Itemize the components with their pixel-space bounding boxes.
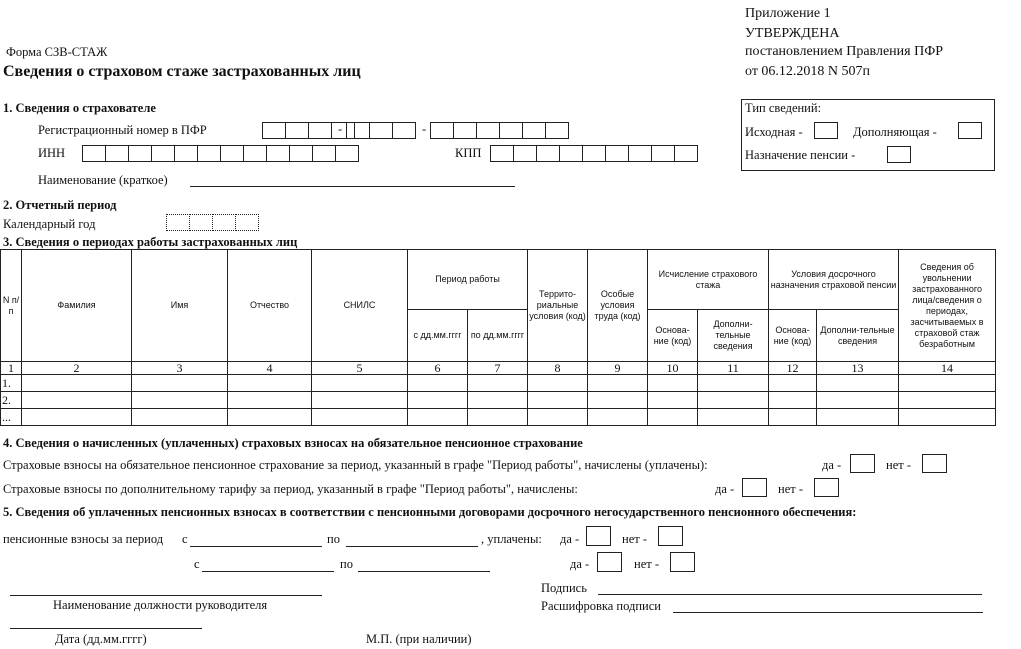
- s5-to-label-2: по: [340, 557, 353, 571]
- col-header-dismissal: Сведения об увольнении застрахованного лица/сведения о периодах, засчитываемых в страховой стаж безработным: [899, 250, 996, 362]
- section2-title: 2. Отчетный период: [3, 198, 117, 212]
- approved-label: УТВЕРЖДЕНА: [745, 26, 840, 41]
- col-number: 14: [899, 362, 996, 375]
- s5-line-label: пенсионные взносы за период: [3, 532, 164, 546]
- initial-label: Исходная -: [745, 125, 803, 139]
- s5-no-checkbox-2[interactable]: [670, 552, 695, 572]
- col-header-special: Особые условия труда (код): [588, 250, 648, 362]
- col-number: 9: [588, 362, 648, 375]
- col-number: 12: [769, 362, 817, 375]
- col-number: 5: [312, 362, 408, 375]
- s5-to-label-1: по: [327, 532, 340, 546]
- signature-field[interactable]: [598, 594, 982, 595]
- col-number: 1: [1, 362, 22, 375]
- col-header-territorial: Террито-риальные условия (код): [528, 250, 588, 362]
- col-header-calc-extra: Дополни-тельные сведения: [698, 310, 769, 362]
- col-header-period: Период работы: [408, 250, 528, 310]
- s5-paid-label: , уплачены:: [481, 532, 542, 546]
- section4-line2: Страховые взносы по дополнительному тарифу за период, указанный в графе "Период работы", начислены:: [3, 482, 578, 496]
- col-number: 11: [698, 362, 769, 375]
- row-number: ...: [1, 409, 22, 426]
- kpp-input[interactable]: [490, 145, 697, 162]
- col-number: 3: [132, 362, 228, 375]
- signature-decode-label: Расшифровка подписи: [541, 599, 661, 613]
- reg-dash-1: -: [338, 122, 343, 136]
- s5-yes-label-1: да -: [560, 532, 580, 546]
- reg-dash-2: -: [422, 122, 427, 136]
- col-header-early-basis: Основа-ние (код): [769, 310, 817, 362]
- s5-to-field-1[interactable]: [346, 546, 478, 547]
- kpp-label: КПП: [455, 146, 482, 160]
- col-number: 10: [648, 362, 698, 375]
- s5-from-field-2[interactable]: [202, 571, 334, 572]
- col-header-name: Имя: [132, 250, 228, 362]
- pension-checkbox[interactable]: [887, 146, 911, 163]
- table-row[interactable]: [1, 409, 996, 426]
- s4-line1-no-label: нет -: [886, 458, 911, 472]
- signature-label: Подпись: [541, 581, 587, 595]
- col-header-num: N п/п: [1, 250, 22, 362]
- s5-no-label-2: нет -: [634, 557, 659, 571]
- s4-line2-no-label: нет -: [778, 482, 803, 496]
- s4-line2-no-checkbox[interactable]: [814, 478, 839, 497]
- s5-yes-label-2: да -: [570, 557, 590, 571]
- s4-line1-yes-label: да -: [822, 458, 842, 472]
- section1-title: 1. Сведения о страхователе: [3, 101, 156, 115]
- s5-yes-checkbox-1[interactable]: [586, 526, 611, 546]
- reg-number-part3[interactable]: [430, 122, 568, 139]
- col-header-period-to: по дд.мм.гггг: [468, 310, 528, 362]
- table-row[interactable]: [1, 392, 996, 409]
- col-header-calc: Исчисление страхового стажа: [648, 250, 769, 310]
- row-number: 2.: [1, 392, 22, 409]
- s5-to-field-2[interactable]: [358, 571, 490, 572]
- table-row[interactable]: [1, 375, 996, 392]
- s5-yes-checkbox-2[interactable]: [597, 552, 622, 572]
- section3-title: 3. Сведения о периодах работы застрахованных лиц: [3, 235, 298, 249]
- approved-by-label: постановлением Правления ПФР: [745, 44, 944, 59]
- s4-line1-no-checkbox[interactable]: [922, 454, 947, 473]
- row-number: 1.: [1, 375, 22, 392]
- signature-decode-field[interactable]: [673, 612, 983, 613]
- reg-number-label: Регистрационный номер в ПФР: [38, 123, 207, 137]
- s4-line2-yes-checkbox[interactable]: [742, 478, 767, 497]
- form-title: Сведения о страховом стаже застрахованных лиц: [3, 63, 361, 80]
- col-header-early: Условия досрочного назначения страховой пенсии: [769, 250, 899, 310]
- approved-date-label: от 06.12.2018 N 507п: [745, 64, 871, 79]
- stamp-label: М.П. (при наличии): [366, 632, 472, 646]
- col-number: 13: [817, 362, 899, 375]
- col-number: 7: [468, 362, 528, 375]
- reg-number-part2[interactable]: [346, 122, 415, 139]
- section4-title: 4. Сведения о начисленных (уплаченных) страховых взносах на обязательное пенсионное страхование: [3, 436, 583, 450]
- s5-no-label-1: нет -: [622, 532, 647, 546]
- inn-input[interactable]: [82, 145, 358, 162]
- initial-checkbox[interactable]: [814, 122, 838, 139]
- date-label: Дата (дд.мм.гггг): [55, 632, 147, 646]
- col-header-snils: СНИЛС: [312, 250, 408, 362]
- col-number: 4: [228, 362, 312, 375]
- col-number: 2: [22, 362, 132, 375]
- s4-line2-yes-label: да -: [715, 482, 735, 496]
- col-header-early-extra: Дополни-тельные сведения: [817, 310, 899, 362]
- col-number: 8: [528, 362, 588, 375]
- s5-no-checkbox-1[interactable]: [658, 526, 683, 546]
- company-name-field[interactable]: [190, 186, 515, 187]
- position-field[interactable]: [10, 595, 322, 596]
- appendix-label: Приложение 1: [745, 6, 831, 21]
- col-header-patronymic: Отчество: [228, 250, 312, 362]
- col-header-period-from: с дд.мм.гггг: [408, 310, 468, 362]
- section4-line1: Страховые взносы на обязательное пенсионное страхование за период, указанный в графе "Период работы", начислены (уплачены):: [3, 458, 708, 472]
- company-name-label: Наименование (краткое): [38, 173, 168, 187]
- s4-line1-yes-checkbox[interactable]: [850, 454, 875, 473]
- form-code: Форма СЗВ-СТАЖ: [6, 45, 108, 59]
- col-number: 6: [408, 362, 468, 375]
- supplementary-label: Дополняющая -: [853, 125, 937, 139]
- calendar-year-label: Календарный год: [3, 217, 96, 231]
- s5-from-field-1[interactable]: [190, 546, 322, 547]
- inn-label: ИНН: [38, 146, 66, 160]
- pension-label: Назначение пенсии -: [745, 148, 856, 162]
- info-type-title: Тип сведений:: [745, 101, 822, 115]
- position-label: Наименование должности руководителя: [53, 598, 268, 612]
- s5-from-label-2: с: [194, 557, 200, 571]
- col-header-calc-basis: Основа-ние (код): [648, 310, 698, 362]
- work-periods-table: [0, 249, 996, 426]
- s5-from-label-1: с: [182, 532, 188, 546]
- supplementary-checkbox[interactable]: [958, 122, 982, 139]
- col-header-surname: Фамилия: [22, 250, 132, 362]
- calendar-year-input[interactable]: [166, 214, 258, 231]
- section5-title: 5. Сведения об уплаченных пенсионных взносах в соответствии с пенсионными договорами досрочного негосударственного пенсионного обеспечения:: [3, 505, 857, 519]
- date-field[interactable]: [10, 628, 202, 629]
